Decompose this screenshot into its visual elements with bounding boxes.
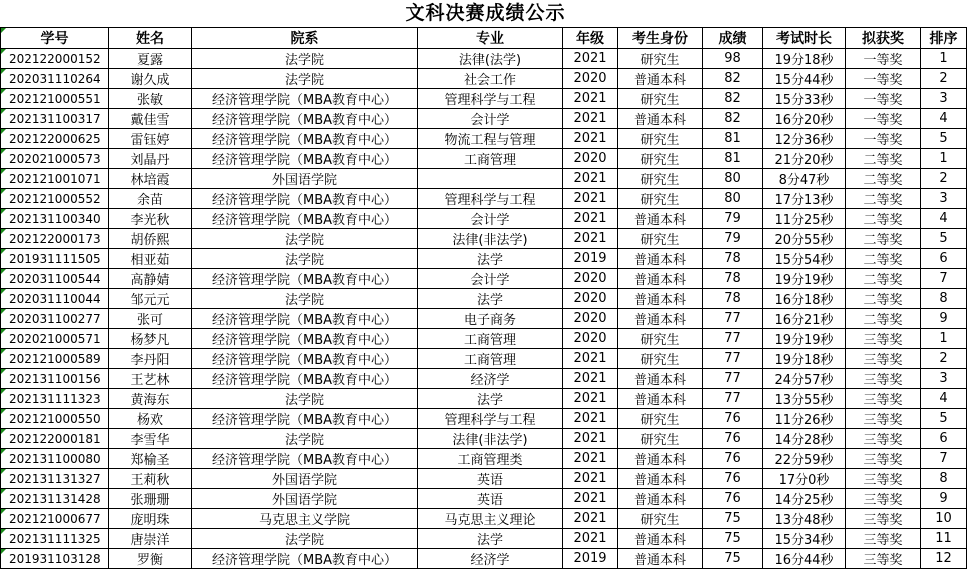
cell-grade: 2021: [563, 369, 618, 389]
cell-major: 经济学: [418, 369, 563, 389]
cell-score: 77: [703, 369, 763, 389]
cell-score: 80: [703, 189, 763, 209]
cell-status: 普通本科: [618, 289, 703, 309]
cell-grade: 2021: [563, 189, 618, 209]
cell-name: 郑榆圣: [109, 449, 192, 469]
header-department: 院系: [192, 28, 418, 49]
cell-department: 马克思主义学院: [192, 509, 418, 529]
cell-student-id: 202131131327: [1, 469, 109, 489]
cell-rank: 1: [921, 149, 967, 169]
cell-grade: 2021: [563, 529, 618, 549]
cell-rank: 10: [921, 509, 967, 529]
cell-grade: 2020: [563, 309, 618, 329]
cell-award: 二等奖: [846, 289, 921, 309]
table-row: [1, 449, 967, 469]
table-row: [1, 89, 967, 109]
results-table: [0, 27, 967, 569]
cell-department: 法学院: [192, 289, 418, 309]
cell-status: 普通本科: [618, 309, 703, 329]
cell-student-id: 202131100340: [1, 209, 109, 229]
cell-duration: 13分48秒: [763, 509, 846, 529]
cell-award: 一等奖: [846, 129, 921, 149]
cell-duration: 19分18秒: [763, 349, 846, 369]
cell-status: 普通本科: [618, 369, 703, 389]
cell-award: 二等奖: [846, 169, 921, 189]
cell-name: 李雪华: [109, 429, 192, 449]
table-row: [1, 69, 967, 89]
cell-rank: 1: [921, 329, 967, 349]
cell-department: 经济管理学院（MBA教育中心）: [192, 349, 418, 369]
cell-rank: 5: [921, 229, 967, 249]
cell-student-id: 202031100544: [1, 269, 109, 289]
cell-award: 三等奖: [846, 429, 921, 449]
cell-student-id: 202031110264: [1, 69, 109, 89]
cell-grade: 2019: [563, 249, 618, 269]
cell-major: 工商管理类: [418, 449, 563, 469]
cell-department: 外国语学院: [192, 169, 418, 189]
cell-name: 胡侨熙: [109, 229, 192, 249]
cell-score: 81: [703, 129, 763, 149]
cell-name: 唐崇洋: [109, 529, 192, 549]
cell-grade: 2021: [563, 169, 618, 189]
cell-grade: 2021: [563, 509, 618, 529]
cell-status: 研究生: [618, 149, 703, 169]
table-row: [1, 329, 967, 349]
table-row: [1, 49, 967, 69]
cell-rank: 4: [921, 209, 967, 229]
cell-award: 二等奖: [846, 269, 921, 289]
cell-grade: 2021: [563, 489, 618, 509]
cell-duration: 20分55秒: [763, 229, 846, 249]
cell-rank: 12: [921, 549, 967, 569]
header-row: [1, 28, 967, 49]
cell-name: 庞明珠: [109, 509, 192, 529]
cell-major: 社会工作: [418, 69, 563, 89]
cell-duration: 15分54秒: [763, 249, 846, 269]
cell-duration: 14分28秒: [763, 429, 846, 449]
table-row: [1, 349, 967, 369]
cell-score: 75: [703, 509, 763, 529]
cell-name: 张可: [109, 309, 192, 329]
cell-grade: 2021: [563, 429, 618, 449]
cell-award: 一等奖: [846, 69, 921, 89]
table-row: [1, 389, 967, 409]
cell-grade: 2021: [563, 209, 618, 229]
cell-department: 法学院: [192, 49, 418, 69]
cell-status: 研究生: [618, 509, 703, 529]
cell-department: 外国语学院: [192, 469, 418, 489]
cell-status: 普通本科: [618, 389, 703, 409]
cell-student-id: 202121000589: [1, 349, 109, 369]
table-row: [1, 529, 967, 549]
cell-student-id: 202131100156: [1, 369, 109, 389]
cell-name: 余苗: [109, 189, 192, 209]
cell-duration: 16分44秒: [763, 549, 846, 569]
cell-name: 夏露: [109, 49, 192, 69]
cell-award: 二等奖: [846, 249, 921, 269]
cell-name: 李光秋: [109, 209, 192, 229]
cell-status: 研究生: [618, 409, 703, 429]
cell-duration: 11分26秒: [763, 409, 846, 429]
cell-student-id: 202122000625: [1, 129, 109, 149]
cell-grade: 2021: [563, 409, 618, 429]
cell-status: 普通本科: [618, 249, 703, 269]
table-row: [1, 229, 967, 249]
cell-department: 经济管理学院（MBA教育中心）: [192, 269, 418, 289]
cell-award: 三等奖: [846, 369, 921, 389]
table-row: [1, 249, 967, 269]
cell-major: 会计学: [418, 209, 563, 229]
cell-student-id: 202031100277: [1, 309, 109, 329]
cell-score: 75: [703, 549, 763, 569]
cell-grade: 2021: [563, 229, 618, 249]
cell-grade: 2020: [563, 149, 618, 169]
header-grade: 年级: [563, 28, 618, 49]
cell-duration: 19分18秒: [763, 49, 846, 69]
header-award: 拟获奖: [846, 28, 921, 49]
cell-major: 英语: [418, 489, 563, 509]
table-row: [1, 109, 967, 129]
cell-name: 谢久成: [109, 69, 192, 89]
cell-score: 77: [703, 309, 763, 329]
cell-award: 二等奖: [846, 189, 921, 209]
cell-award: 一等奖: [846, 109, 921, 129]
cell-name: 罗衡: [109, 549, 192, 569]
table-row: [1, 429, 967, 449]
cell-status: 普通本科: [618, 109, 703, 129]
cell-name: 张珊珊: [109, 489, 192, 509]
header-status: 考生身份: [618, 28, 703, 49]
cell-grade: 2020: [563, 289, 618, 309]
cell-status: 研究生: [618, 189, 703, 209]
cell-award: 三等奖: [846, 389, 921, 409]
cell-student-id: 202121000677: [1, 509, 109, 529]
cell-name: 林培霞: [109, 169, 192, 189]
cell-rank: 6: [921, 429, 967, 449]
cell-student-id: 202121001071: [1, 169, 109, 189]
cell-award: 三等奖: [846, 469, 921, 489]
cell-major: 经济学: [418, 549, 563, 569]
cell-duration: 8分47秒: [763, 169, 846, 189]
cell-major: 工商管理: [418, 349, 563, 369]
cell-student-id: 202031110044: [1, 289, 109, 309]
cell-duration: 13分55秒: [763, 389, 846, 409]
cell-major: 马克思主义理论: [418, 509, 563, 529]
cell-department: 经济管理学院（MBA教育中心）: [192, 309, 418, 329]
cell-duration: 12分36秒: [763, 129, 846, 149]
cell-name: 杨梦凡: [109, 329, 192, 349]
cell-rank: 3: [921, 89, 967, 109]
cell-award: 三等奖: [846, 549, 921, 569]
cell-department: 外国语学院: [192, 489, 418, 509]
cell-rank: 8: [921, 469, 967, 489]
table-row: [1, 309, 967, 329]
cell-major: 管理科学与工程: [418, 409, 563, 429]
cell-score: 77: [703, 389, 763, 409]
cell-status: 普通本科: [618, 469, 703, 489]
cell-status: 研究生: [618, 429, 703, 449]
cell-student-id: 202131111325: [1, 529, 109, 549]
cell-rank: 2: [921, 169, 967, 189]
cell-rank: 2: [921, 69, 967, 89]
cell-award: 二等奖: [846, 309, 921, 329]
cell-score: 76: [703, 469, 763, 489]
cell-status: 研究生: [618, 329, 703, 349]
cell-grade: 2020: [563, 329, 618, 349]
table-row: [1, 289, 967, 309]
header-duration: 考试时长: [763, 28, 846, 49]
cell-rank: 1: [921, 49, 967, 69]
cell-score: 78: [703, 269, 763, 289]
cell-major: 法律(非法学): [418, 429, 563, 449]
cell-department: 经济管理学院（MBA教育中心）: [192, 129, 418, 149]
header-major: 专业: [418, 28, 563, 49]
header-name: 姓名: [109, 28, 192, 49]
cell-major: 会计学: [418, 109, 563, 129]
cell-grade: 2021: [563, 109, 618, 129]
cell-score: 82: [703, 109, 763, 129]
cell-student-id: 202021000573: [1, 149, 109, 169]
cell-rank: 8: [921, 289, 967, 309]
cell-award: 三等奖: [846, 509, 921, 529]
cell-score: 79: [703, 229, 763, 249]
cell-award: 三等奖: [846, 349, 921, 369]
cell-score: 77: [703, 349, 763, 369]
cell-name: 王艺林: [109, 369, 192, 389]
table-row: [1, 129, 967, 149]
cell-department: 经济管理学院（MBA教育中心）: [192, 149, 418, 169]
table-row: [1, 169, 967, 189]
cell-rank: 3: [921, 189, 967, 209]
cell-score: 98: [703, 49, 763, 69]
cell-award: 一等奖: [846, 49, 921, 69]
cell-status: 普通本科: [618, 489, 703, 509]
cell-status: 研究生: [618, 169, 703, 189]
cell-student-id: 202131100080: [1, 449, 109, 469]
cell-rank: 6: [921, 249, 967, 269]
table-row: [1, 369, 967, 389]
cell-rank: 4: [921, 389, 967, 409]
cell-score: 76: [703, 429, 763, 449]
cell-award: 三等奖: [846, 329, 921, 349]
cell-award: 二等奖: [846, 229, 921, 249]
cell-rank: 2: [921, 349, 967, 369]
cell-student-id: 202131131428: [1, 489, 109, 509]
cell-name: 雷钰婷: [109, 129, 192, 149]
table-row: [1, 269, 967, 289]
cell-student-id: 201931111505: [1, 249, 109, 269]
cell-major: 会计学: [418, 269, 563, 289]
cell-score: 82: [703, 89, 763, 109]
cell-major: 法学: [418, 289, 563, 309]
cell-department: 经济管理学院（MBA教育中心）: [192, 209, 418, 229]
cell-score: 82: [703, 69, 763, 89]
cell-grade: 2021: [563, 469, 618, 489]
cell-score: 76: [703, 449, 763, 469]
cell-rank: 3: [921, 369, 967, 389]
cell-name: 刘晶丹: [109, 149, 192, 169]
cell-duration: 16分20秒: [763, 109, 846, 129]
cell-rank: 5: [921, 129, 967, 149]
cell-grade: 2021: [563, 449, 618, 469]
cell-major: [418, 169, 563, 189]
cell-department: 法学院: [192, 529, 418, 549]
cell-grade: 2021: [563, 129, 618, 149]
cell-name: 相亚茹: [109, 249, 192, 269]
cell-grade: 2021: [563, 349, 618, 369]
cell-department: 经济管理学院（MBA教育中心）: [192, 89, 418, 109]
cell-rank: 11: [921, 529, 967, 549]
cell-award: 二等奖: [846, 209, 921, 229]
cell-score: 81: [703, 149, 763, 169]
cell-name: 戴佳雪: [109, 109, 192, 129]
cell-duration: 16分18秒: [763, 289, 846, 309]
cell-duration: 22分59秒: [763, 449, 846, 469]
cell-duration: 21分20秒: [763, 149, 846, 169]
table-row: [1, 209, 967, 229]
cell-duration: 24分57秒: [763, 369, 846, 389]
cell-name: 黄海东: [109, 389, 192, 409]
cell-duration: 15分44秒: [763, 69, 846, 89]
table-row: [1, 149, 967, 169]
cell-status: 研究生: [618, 349, 703, 369]
cell-major: 工商管理: [418, 149, 563, 169]
cell-award: 一等奖: [846, 89, 921, 109]
cell-student-id: 202121000550: [1, 409, 109, 429]
cell-department: 经济管理学院（MBA教育中心）: [192, 549, 418, 569]
cell-rank: 9: [921, 309, 967, 329]
cell-name: 邹元元: [109, 289, 192, 309]
cell-department: 经济管理学院（MBA教育中心）: [192, 449, 418, 469]
cell-student-id: 202122000181: [1, 429, 109, 449]
cell-major: 法律(非法学): [418, 229, 563, 249]
cell-student-id: 202131111323: [1, 389, 109, 409]
cell-score: 78: [703, 289, 763, 309]
cell-student-id: 202021000571: [1, 329, 109, 349]
cell-duration: 17分13秒: [763, 189, 846, 209]
cell-major: 英语: [418, 469, 563, 489]
cell-duration: 19分19秒: [763, 269, 846, 289]
cell-grade: 2019: [563, 549, 618, 569]
cell-score: 76: [703, 489, 763, 509]
cell-status: 普通本科: [618, 69, 703, 89]
cell-major: 物流工程与管理: [418, 129, 563, 149]
cell-student-id: 202122000173: [1, 229, 109, 249]
cell-name: 王莉秋: [109, 469, 192, 489]
cell-major: 法学: [418, 529, 563, 549]
cell-name: 杨欢: [109, 409, 192, 429]
cell-major: 工商管理: [418, 329, 563, 349]
cell-duration: 11分25秒: [763, 209, 846, 229]
cell-score: 75: [703, 529, 763, 549]
table-row: [1, 469, 967, 489]
cell-department: 经济管理学院（MBA教育中心）: [192, 409, 418, 429]
cell-status: 研究生: [618, 49, 703, 69]
cell-major: 法律(法学): [418, 49, 563, 69]
cell-score: 77: [703, 329, 763, 349]
cell-status: 普通本科: [618, 269, 703, 289]
header-score: 成绩: [703, 28, 763, 49]
cell-duration: 16分21秒: [763, 309, 846, 329]
cell-score: 80: [703, 169, 763, 189]
cell-name: 高静婧: [109, 269, 192, 289]
cell-duration: 17分0秒: [763, 469, 846, 489]
cell-grade: 2021: [563, 389, 618, 409]
table-row: [1, 409, 967, 429]
cell-rank: 4: [921, 109, 967, 129]
cell-department: 法学院: [192, 229, 418, 249]
cell-rank: 7: [921, 449, 967, 469]
table-row: [1, 509, 967, 529]
cell-award: 三等奖: [846, 409, 921, 429]
cell-major: 电子商务: [418, 309, 563, 329]
cell-duration: 15分33秒: [763, 89, 846, 109]
cell-grade: 2020: [563, 269, 618, 289]
cell-name: 李丹阳: [109, 349, 192, 369]
header-rank: 排序: [921, 28, 967, 49]
cell-department: 经济管理学院（MBA教育中心）: [192, 329, 418, 349]
cell-award: 三等奖: [846, 489, 921, 509]
cell-major: 管理科学与工程: [418, 189, 563, 209]
cell-status: 普通本科: [618, 529, 703, 549]
cell-name: 张敏: [109, 89, 192, 109]
cell-department: 法学院: [192, 389, 418, 409]
cell-grade: 2021: [563, 49, 618, 69]
cell-status: 普通本科: [618, 449, 703, 469]
table-row: [1, 489, 967, 509]
cell-department: 经济管理学院（MBA教育中心）: [192, 369, 418, 389]
table-row: [1, 189, 967, 209]
cell-grade: 2020: [563, 69, 618, 89]
cell-duration: 15分34秒: [763, 529, 846, 549]
cell-student-id: 201931103128: [1, 549, 109, 569]
cell-major: 法学: [418, 389, 563, 409]
cell-award: 三等奖: [846, 449, 921, 469]
cell-major: 管理科学与工程: [418, 89, 563, 109]
cell-student-id: 202121000551: [1, 89, 109, 109]
cell-duration: 19分19秒: [763, 329, 846, 349]
cell-score: 79: [703, 209, 763, 229]
cell-rank: 7: [921, 269, 967, 289]
cell-award: 三等奖: [846, 529, 921, 549]
cell-student-id: 202121000552: [1, 189, 109, 209]
cell-department: 经济管理学院（MBA教育中心）: [192, 109, 418, 129]
cell-rank: 9: [921, 489, 967, 509]
cell-grade: 2021: [563, 89, 618, 109]
cell-score: 76: [703, 409, 763, 429]
cell-department: 法学院: [192, 429, 418, 449]
cell-rank: 5: [921, 409, 967, 429]
cell-department: 经济管理学院（MBA教育中心）: [192, 189, 418, 209]
cell-student-id: 202131100317: [1, 109, 109, 129]
cell-status: 普通本科: [618, 209, 703, 229]
cell-score: 78: [703, 249, 763, 269]
cell-award: 二等奖: [846, 149, 921, 169]
cell-department: 法学院: [192, 69, 418, 89]
cell-status: 研究生: [618, 89, 703, 109]
cell-status: 研究生: [618, 229, 703, 249]
cell-status: 研究生: [618, 129, 703, 149]
cell-duration: 14分25秒: [763, 489, 846, 509]
cell-student-id: 202122000152: [1, 49, 109, 69]
cell-department: 法学院: [192, 249, 418, 269]
cell-major: 法学: [418, 249, 563, 269]
header-student-id: 学号: [1, 28, 109, 49]
cell-status: 普通本科: [618, 549, 703, 569]
page-title: 文科决赛成绩公示: [405, 2, 566, 24]
